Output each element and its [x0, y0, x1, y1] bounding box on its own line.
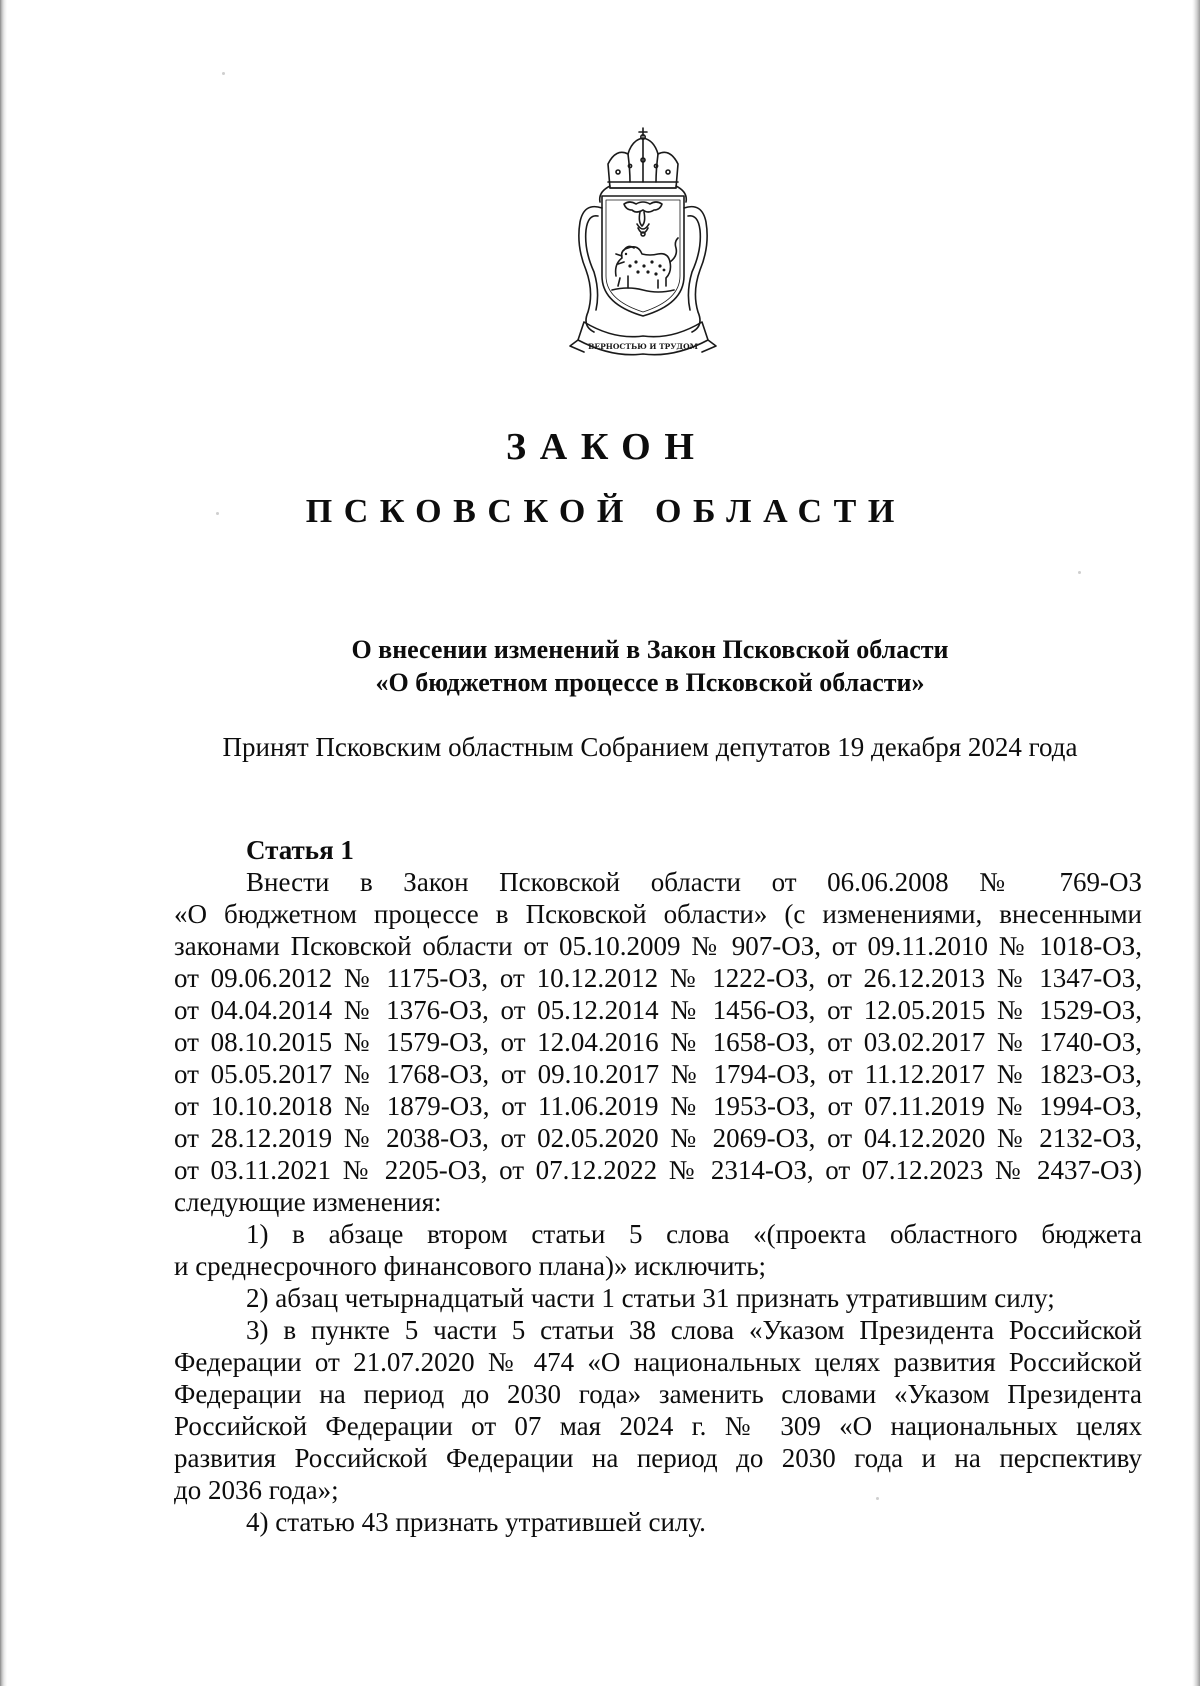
amendment-item-2: 2) абзац четырнадцатый части 1 статьи 31 признать утратившим силу;: [246, 1283, 1055, 1313]
coat-of-arms-emblem: [558, 126, 728, 366]
scan-left-edge: [0, 0, 7, 1686]
adoption-statement: Принят Псковским областным Собранием депутатов 19 декабря 2024 года: [222, 732, 1078, 762]
scan-speck: [222, 72, 225, 75]
subject-line: «О бюджетном процессе в Псковской области»: [375, 668, 925, 697]
amendment-item-3: 3) в пункте 5 части 5 статьи 38 слова «Указом Президента Российской: [246, 1315, 1142, 1345]
article-text-line: от 08.10.2015 № 1579-ОЗ, от 12.04.2016 № 1658-ОЗ, от 03.02.2017 № 1740-ОЗ,: [174, 1027, 1142, 1057]
article-text-line: от 04.04.2014 № 1376-ОЗ, от 05.12.2014 № 1456-ОЗ, от 12.05.2015 № 1529-ОЗ,: [174, 995, 1142, 1025]
article-text-line: «О бюджетном процессе в Псковской области» (с изменениями, внесенными: [174, 899, 1142, 929]
scan-right-edge: [1192, 0, 1200, 1686]
amendment-item-4: 4) статью 43 признать утратившей силу.: [246, 1507, 706, 1537]
scan-speck: [1078, 571, 1081, 574]
article-text-line: от 10.10.2018 № 1879-ОЗ, от 11.06.2019 № 1953-ОЗ, от 07.11.2019 № 1994-ОЗ,: [174, 1091, 1142, 1121]
article-text-line: от 28.12.2019 № 2038-ОЗ, от 02.05.2020 № 2069-ОЗ, от 04.12.2020 № 2132-ОЗ,: [174, 1123, 1142, 1153]
amendment-item-1: 1) в абзаце втором статьи 5 слова «(проекта областного бюджета: [246, 1219, 1142, 1249]
article-text-line: развития Российской Федерации на период до 2030 года и на перспективу: [174, 1443, 1142, 1473]
article-text-line: от 05.05.2017 № 1768-ОЗ, от 09.10.2017 № 1794-ОЗ, от 11.12.2017 № 1823-ОЗ,: [174, 1059, 1142, 1089]
article-text-line: Федерации на период до 2030 года» заменить словами «Указом Президента: [174, 1379, 1142, 1409]
article-1: [174, 834, 1142, 1538]
article-text-line: Внести в Закон Псковской области от 06.06.2008 № 769-ОЗ: [246, 867, 1142, 897]
article-heading: Статья 1: [246, 835, 354, 865]
article-text-line: Российской Федерации от 07 мая 2024 г. № 309 «О национальных целях: [174, 1411, 1142, 1441]
article-text-line: Федерации от 21.07.2020 № 474 «О национальных целях развития Российской: [174, 1347, 1142, 1377]
law-title: ЗАКОН: [506, 426, 708, 468]
article-text-line: от 09.06.2012 № 1175-ОЗ, от 10.12.2012 № 1222-ОЗ, от 26.12.2013 № 1347-ОЗ,: [174, 963, 1142, 993]
article-text-line: до 2036 года»;: [174, 1475, 339, 1505]
region-title: ПСКОВСКОЙ ОБЛАСТИ: [305, 493, 906, 530]
article-text-line: и среднесрочного финансового плана)» исключить;: [174, 1251, 767, 1281]
article-text-line: законами Псковской области от 05.10.2009 № 907-ОЗ, от 09.11.2010 № 1018-ОЗ,: [174, 931, 1142, 961]
law-subject: [0, 633, 1200, 699]
subject-line: О внесении изменений в Закон Псковской области: [351, 635, 949, 664]
article-text-line: следующие изменения:: [174, 1187, 442, 1217]
emblem-motto: ВЕРНОСТЬЮ И ТРУДОМ: [588, 342, 698, 351]
article-text-line: от 03.11.2021 № 2205-ОЗ, от 07.12.2022 № 2314-ОЗ, от 07.12.2023 № 2437-ОЗ): [174, 1155, 1142, 1185]
